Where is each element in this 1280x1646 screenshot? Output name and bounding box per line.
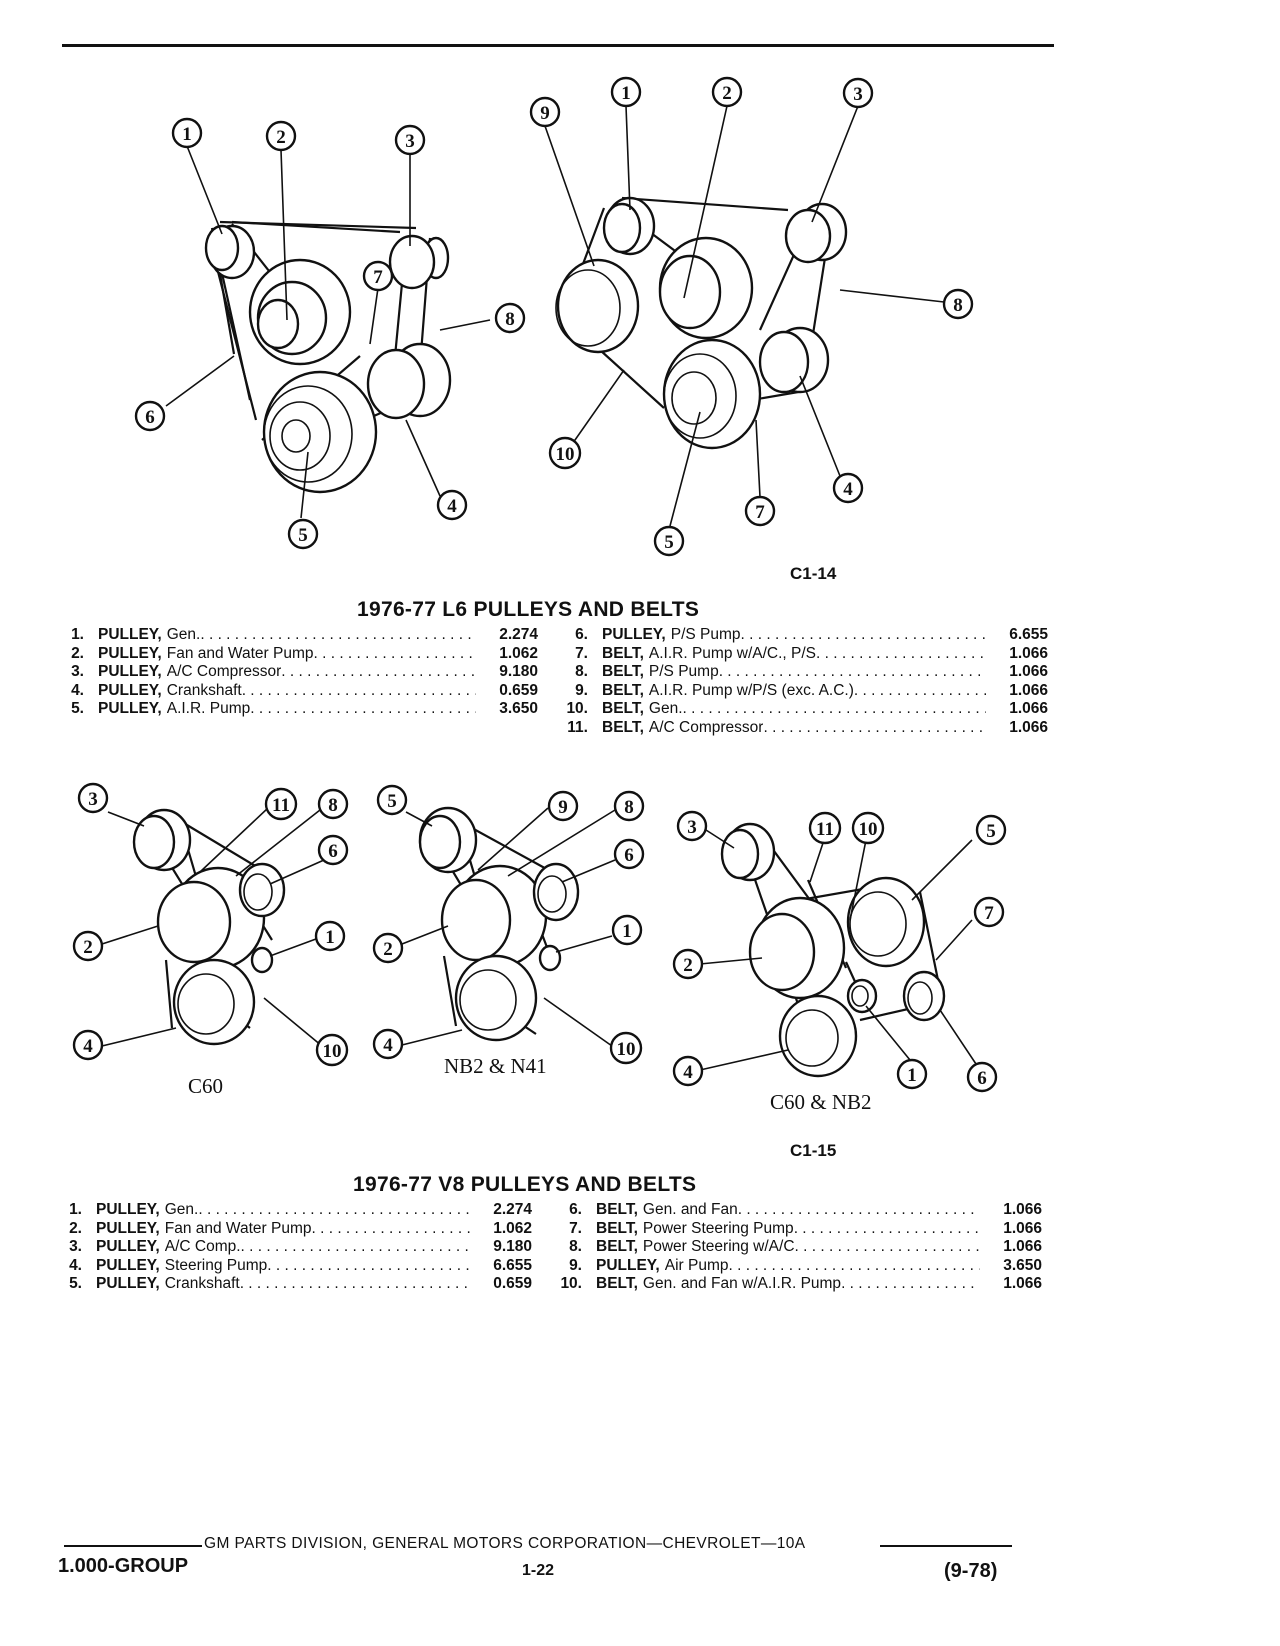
- callout-11c: 11: [272, 795, 290, 816]
- item-number: 4.: [69, 1256, 82, 1274]
- part-number: 1.066: [1009, 718, 1048, 736]
- item-description: Fan and Water Pump: [164, 1219, 312, 1237]
- leader-dots: [841, 1275, 980, 1294]
- callout-2b: 2: [722, 83, 732, 104]
- callout-1c: 1: [325, 927, 335, 948]
- callout-7: 7: [373, 267, 383, 288]
- item-number: 3.: [71, 663, 84, 681]
- item-number: 9.: [575, 681, 588, 699]
- part-number: 1.066: [1009, 700, 1048, 718]
- item-kind: BELT,: [602, 644, 644, 662]
- callout-10d: 10: [616, 1039, 636, 1060]
- item-description: Power Steering Pump: [642, 1219, 794, 1237]
- parts-row: [556, 1275, 1042, 1294]
- callout-6: 6: [145, 407, 155, 428]
- callout-4d: 4: [383, 1035, 393, 1056]
- item-kind: PULLEY,: [96, 1238, 160, 1256]
- part-number: 1.062: [499, 644, 538, 662]
- callout-11e: 11: [816, 819, 834, 840]
- item-kind: PULLEY,: [96, 1275, 160, 1293]
- item-description: Fan and Water Pump: [166, 644, 314, 662]
- callout-2c: 2: [83, 937, 93, 958]
- item-number: 9.: [569, 1256, 582, 1274]
- item-description: A.I.R. Pump w/P/S (exc. A.C.): [648, 681, 854, 699]
- item-number: 7.: [575, 644, 588, 662]
- footer-group: 1.000-GROUP: [58, 1555, 189, 1577]
- item-number: 8.: [575, 663, 588, 681]
- callout-6d: 6: [624, 845, 634, 866]
- callout-3e: 3: [687, 817, 697, 838]
- v8-section-title: 1976-77 V8 PULLEYS AND BELTS: [353, 1173, 697, 1196]
- footer-rule-left: [64, 1545, 202, 1547]
- callout-10e: 10: [858, 819, 878, 840]
- item-kind: BELT,: [596, 1219, 638, 1237]
- item-number: 3.: [69, 1238, 82, 1256]
- item-kind: BELT,: [596, 1238, 638, 1256]
- callout-5e: 5: [986, 821, 996, 842]
- item-description: Gen.: [648, 700, 683, 718]
- figure-id-c1-14: C1-14: [790, 564, 837, 583]
- callout-3c: 3: [88, 789, 98, 810]
- item-kind: PULLEY,: [98, 663, 162, 681]
- l6-section-title: 1976-77 L6 PULLEYS AND BELTS: [357, 598, 700, 621]
- callout-5d: 5: [387, 791, 397, 812]
- item-description: P/S Pump: [670, 626, 741, 643]
- footer-page-number: 1-22: [522, 1562, 555, 1579]
- item-number: 10.: [560, 1275, 582, 1293]
- item-description: Power Steering w/A/C: [642, 1238, 795, 1256]
- part-number: 9.180: [499, 663, 538, 681]
- item-description: Gen. and Fan w/A.I.R. Pump: [642, 1275, 842, 1293]
- part-number: 1.066: [1003, 1275, 1042, 1293]
- leader-dots: [267, 1257, 470, 1276]
- callout-4b: 4: [843, 479, 853, 500]
- leader-dots: [795, 1238, 980, 1257]
- callout-7e: 7: [984, 903, 994, 924]
- item-description: Gen.: [166, 626, 201, 643]
- footer-date: (9-78): [944, 1560, 998, 1582]
- callout-6c: 6: [328, 841, 338, 862]
- callout-9d: 9: [558, 797, 568, 818]
- callout-1e: 1: [907, 1065, 917, 1086]
- callout-2d: 2: [383, 939, 393, 960]
- item-number: 8.: [569, 1238, 582, 1256]
- item-kind: PULLEY,: [96, 1201, 160, 1218]
- leader-dots: [240, 1275, 470, 1294]
- item-kind: PULLEY,: [98, 644, 162, 662]
- callout-7b: 7: [755, 502, 765, 523]
- leader-dots: [311, 1220, 470, 1239]
- parts-row: [56, 1238, 532, 1257]
- callout-4c: 4: [83, 1036, 93, 1057]
- item-kind: PULLEY,: [98, 700, 162, 718]
- item-description: A.I.R. Pump: [166, 700, 251, 718]
- engine-label-c60: C60: [188, 1074, 224, 1098]
- part-number: 1.066: [1009, 644, 1048, 662]
- parts-row: [556, 1238, 1042, 1257]
- callout-8: 8: [505, 309, 515, 330]
- leader-dots: [728, 1257, 980, 1276]
- item-number: 7.: [569, 1219, 582, 1237]
- item-kind: BELT,: [602, 700, 644, 718]
- item-number: 1.: [69, 1201, 82, 1218]
- item-kind: BELT,: [602, 663, 644, 681]
- footer-rule-right: [880, 1545, 1012, 1547]
- callout-2: 2: [276, 127, 286, 148]
- item-number: 10.: [566, 700, 588, 718]
- parts-row: [56, 1275, 532, 1294]
- item-description: Gen. and Fan: [642, 1201, 738, 1218]
- callout-2e: 2: [683, 955, 693, 976]
- item-kind: BELT,: [602, 681, 644, 699]
- item-number: 2.: [69, 1219, 82, 1237]
- callout-1b: 1: [621, 83, 631, 104]
- callout-5: 5: [298, 525, 308, 546]
- part-number: 1.066: [1003, 1238, 1042, 1256]
- engine-label-c60-nb2: C60 & NB2: [770, 1090, 872, 1114]
- part-number: 2.274: [499, 626, 538, 643]
- item-description: Crankshaft: [164, 1275, 240, 1293]
- callout-6e: 6: [977, 1068, 987, 1089]
- part-number: 0.659: [493, 1275, 532, 1293]
- item-description: A/C Comp.: [164, 1238, 241, 1256]
- part-number: 3.650: [1003, 1256, 1042, 1274]
- parts-row: [56, 1220, 532, 1239]
- item-kind: PULLEY,: [602, 626, 666, 643]
- leader-dots: [198, 1201, 470, 1220]
- item-description: Steering Pump: [164, 1256, 268, 1274]
- item-description: P/S Pump: [648, 663, 719, 681]
- v8-parts-list-left: [56, 1201, 532, 1294]
- callout-10: 10: [555, 444, 575, 465]
- leader-dots: [794, 1220, 980, 1239]
- figure-id-c1-15: C1-15: [790, 1141, 837, 1160]
- item-number: 1.: [71, 626, 84, 643]
- part-number: 1.066: [1009, 663, 1048, 681]
- item-kind: PULLEY,: [98, 681, 162, 699]
- parts-row: [556, 1220, 1042, 1239]
- parts-row: [556, 1201, 1042, 1220]
- callout-8d: 8: [624, 797, 634, 818]
- item-description: A/C Compressor: [648, 718, 764, 736]
- parts-row: [556, 1257, 1042, 1276]
- part-number: 6.655: [493, 1256, 532, 1274]
- callout-8b: 8: [953, 295, 963, 316]
- v8-parts-list-right: [556, 1201, 1042, 1294]
- callout-1: 1: [182, 124, 192, 145]
- callout-5b: 5: [664, 532, 674, 553]
- callout-3: 3: [405, 131, 415, 152]
- part-number: 1.066: [1009, 681, 1048, 699]
- part-number: 1.066: [1003, 1219, 1042, 1237]
- item-description: Air Pump: [664, 1256, 729, 1274]
- engine-label-nb2-n41: NB2 & N41: [444, 1054, 547, 1078]
- item-number: 6.: [575, 626, 588, 643]
- part-number: 6.655: [1009, 626, 1048, 643]
- leader-dots: [241, 1238, 470, 1257]
- callout-4: 4: [447, 496, 457, 517]
- item-kind: BELT,: [596, 1275, 638, 1293]
- footer-division: GM PARTS DIVISION, GENERAL MOTORS CORPORATION—CHEVROLET—10A: [204, 1535, 806, 1552]
- callout-4e: 4: [683, 1062, 693, 1083]
- item-kind: PULLEY,: [98, 626, 162, 643]
- item-kind: PULLEY,: [596, 1256, 660, 1274]
- item-kind: BELT,: [602, 718, 644, 736]
- part-number: 1.062: [493, 1219, 532, 1237]
- part-number: 2.274: [493, 1201, 532, 1218]
- item-description: Crankshaft: [166, 681, 242, 699]
- part-number: 0.659: [499, 681, 538, 699]
- callout-9: 9: [540, 103, 550, 124]
- part-number: 9.180: [493, 1238, 532, 1256]
- item-number: 4.: [71, 681, 84, 699]
- part-number: 3.650: [499, 700, 538, 718]
- item-description: A/C Compressor: [166, 663, 282, 681]
- item-kind: PULLEY,: [96, 1256, 160, 1274]
- item-number: 6.: [569, 1201, 582, 1218]
- part-number: 1.066: [1003, 1201, 1042, 1218]
- item-description: Gen.: [164, 1201, 199, 1218]
- leader-dots: [738, 1201, 980, 1220]
- parts-row: [56, 1257, 532, 1276]
- item-kind: BELT,: [596, 1201, 638, 1218]
- parts-row: [56, 1201, 532, 1220]
- item-number: 5.: [69, 1275, 82, 1293]
- item-number: 5.: [71, 700, 84, 718]
- item-number: 2.: [71, 644, 84, 662]
- callout-1d: 1: [622, 921, 632, 942]
- item-number: 11.: [567, 718, 588, 736]
- item-kind: PULLEY,: [96, 1219, 160, 1237]
- callout-3b: 3: [853, 84, 863, 105]
- callout-8c: 8: [328, 795, 338, 816]
- item-description: A.I.R. Pump w/A/C., P/S: [648, 644, 817, 662]
- callout-10c: 10: [322, 1041, 342, 1062]
